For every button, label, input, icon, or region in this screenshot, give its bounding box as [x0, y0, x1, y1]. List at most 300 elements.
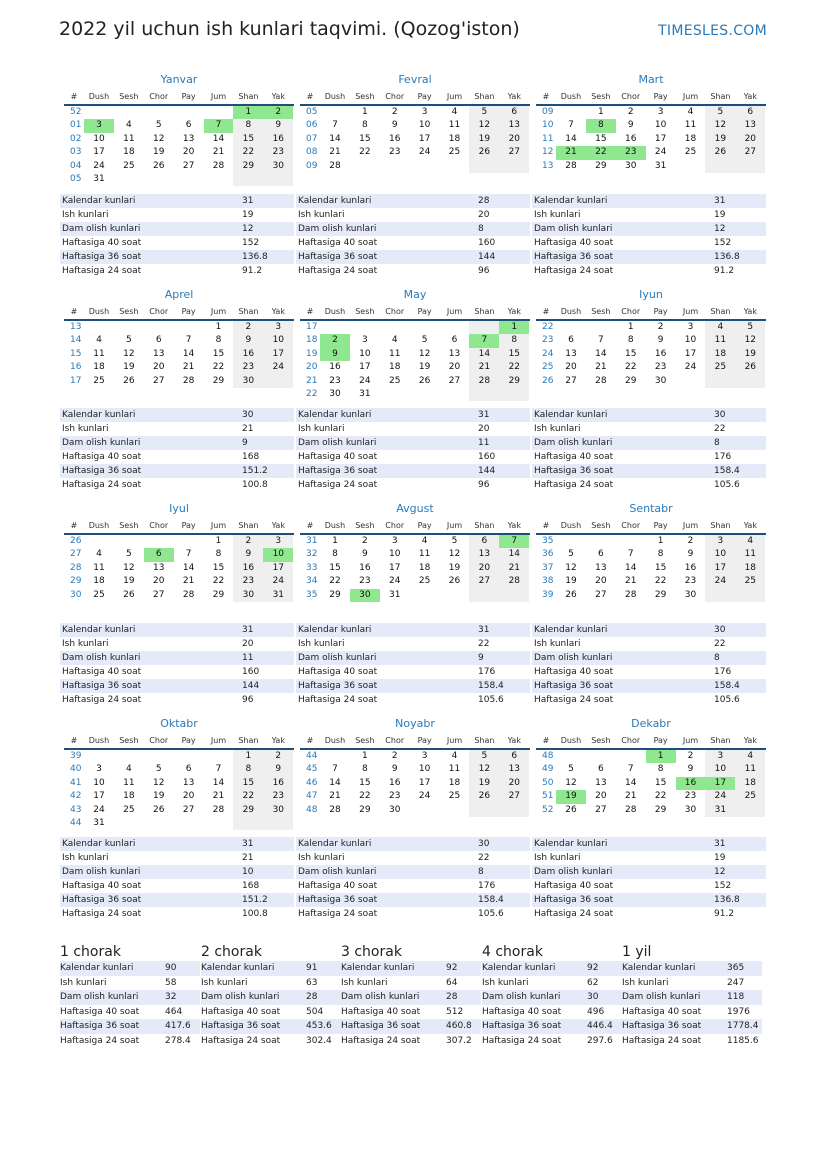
weekday-label: # — [542, 92, 550, 101]
day-cell: 8 — [233, 119, 263, 132]
day-cell: 21 — [625, 576, 637, 587]
stat-label: Haftasiga 36 soat — [298, 895, 378, 905]
day-cell: 13 — [153, 562, 165, 573]
stat-value: 90 — [165, 963, 177, 973]
stat-row — [532, 865, 766, 879]
day-cell: 4 — [125, 764, 132, 775]
day-cell: 2 — [657, 322, 664, 332]
stat-row — [296, 637, 530, 651]
weekday-label: Shan — [710, 521, 731, 530]
stat-label: Haftasiga 36 soat — [62, 895, 142, 905]
day-cell: 19 — [448, 562, 461, 573]
stat-label: Ish kunlari — [622, 977, 669, 988]
stat-value: 307.2 — [446, 1035, 472, 1046]
week-row — [300, 790, 530, 803]
week-number: 30 — [70, 589, 82, 600]
stat-row — [482, 990, 622, 1005]
week-row — [536, 160, 766, 173]
week-row — [64, 106, 294, 119]
day-cell: 19 — [418, 362, 431, 373]
day-cell: 9 — [263, 119, 293, 132]
weekday-label: Jum — [210, 307, 227, 316]
day-cell — [676, 160, 706, 173]
weekday-label: Jum — [682, 307, 699, 316]
day-cell: 29 — [654, 589, 667, 600]
stat-row — [60, 623, 294, 637]
day-cell: 15 — [233, 133, 263, 146]
stat-label: Ish kunlari — [534, 424, 581, 434]
stat-value: 176 — [714, 452, 732, 462]
stat-label: Kalendar kunlari — [482, 963, 556, 973]
weekday-label: Jum — [682, 736, 699, 745]
month-stats — [532, 837, 766, 921]
weekday-label: Chor — [149, 521, 169, 530]
stat-row — [341, 976, 481, 991]
weekday-header — [536, 90, 766, 106]
day-cell: 24 — [705, 575, 735, 588]
stat-label: Haftasiga 40 soat — [534, 452, 614, 462]
stat-value: 176 — [478, 881, 496, 891]
week-number: 41 — [70, 777, 82, 788]
stat-value: 118 — [727, 992, 745, 1003]
week-row — [536, 790, 766, 803]
day-cell: 22 — [212, 576, 225, 587]
day-cell: 16 — [263, 777, 293, 790]
week-number: 05 — [70, 173, 82, 184]
day-cell: 19 — [705, 133, 735, 146]
month-calendar — [64, 714, 294, 830]
day-cell: 14 — [499, 548, 529, 561]
week-row — [64, 160, 294, 173]
day-cell: 2 — [687, 536, 694, 546]
day-cell: 8 — [499, 334, 529, 347]
day-cell: 10 — [418, 120, 431, 131]
day-cell: 18 — [705, 348, 735, 361]
month-calendar — [536, 285, 766, 388]
stat-label: Dam olish kunlari — [534, 438, 613, 448]
weekday-label: Dush — [560, 521, 582, 530]
week-number: 35 — [306, 589, 318, 600]
day-cell — [174, 817, 204, 830]
week-row — [64, 817, 294, 830]
weekday-label: Dush — [324, 92, 346, 101]
day-cell: 8 — [215, 549, 222, 560]
stat-label: Dam olish kunlari — [298, 867, 377, 877]
day-cell: 7 — [627, 764, 634, 775]
day-cell: 9 — [263, 763, 293, 776]
stat-row — [60, 837, 294, 851]
stat-label: Haftasiga 40 soat — [341, 1006, 421, 1017]
week-row — [536, 589, 766, 602]
day-cell: 21 — [499, 562, 529, 575]
stat-row — [622, 1034, 762, 1049]
stat-row — [532, 637, 766, 651]
day-cell: 10 — [263, 334, 293, 347]
week-row — [300, 575, 530, 588]
stat-value: 11 — [478, 438, 490, 448]
day-cell: 9 — [391, 120, 398, 131]
weekday-label: Pay — [417, 736, 432, 745]
week-number: 38 — [542, 576, 554, 587]
month-name: Mart — [638, 73, 664, 86]
day-cell: 22 — [359, 791, 371, 802]
day-cell — [233, 173, 263, 186]
weekday-header — [536, 305, 766, 321]
day-cell — [556, 106, 586, 119]
day-cell: 8 — [586, 119, 616, 132]
stat-value: 9 — [478, 653, 484, 663]
weekday-label: Yak — [743, 736, 757, 745]
month-name: Oktabr — [160, 717, 198, 730]
day-cell: 18 — [93, 576, 105, 587]
week-row — [536, 804, 766, 817]
day-cell: 13 — [499, 119, 529, 132]
weekday-label: Dush — [560, 92, 582, 101]
day-cell: 22 — [499, 361, 529, 374]
weekday-label: Yak — [743, 521, 757, 530]
stat-value: 151.2 — [242, 895, 268, 905]
day-cell: 21 — [469, 361, 499, 374]
day-cell: 8 — [657, 764, 664, 775]
stat-value: 91.2 — [714, 909, 735, 919]
week-row — [300, 388, 530, 401]
day-cell: 8 — [233, 763, 263, 776]
week-row — [300, 548, 530, 561]
day-cell: 18 — [735, 777, 765, 790]
day-cell: 23 — [359, 576, 371, 587]
day-cell: 30 — [684, 589, 697, 600]
day-cell — [499, 160, 529, 173]
stat-value: 96 — [242, 695, 254, 705]
day-cell: 1 — [657, 536, 664, 546]
day-cell — [469, 589, 499, 602]
day-cell — [586, 750, 616, 763]
week-number: 39 — [542, 589, 554, 600]
day-cell: 13 — [735, 119, 765, 132]
day-cell: 23 — [233, 361, 263, 374]
stat-label: Kalendar kunlari — [62, 410, 136, 420]
weekday-label: Pay — [181, 736, 196, 745]
weekday-label: Chor — [385, 521, 405, 530]
day-cell: 9 — [657, 335, 664, 346]
stat-value: 160 — [478, 452, 496, 462]
day-cell: 4 — [451, 107, 458, 117]
day-cell: 28 — [329, 804, 341, 815]
day-cell: 6 — [597, 764, 604, 775]
quarter-stats — [201, 961, 341, 1049]
weekday-label: Yak — [507, 521, 521, 530]
month-stats — [296, 408, 530, 492]
stat-row — [60, 976, 200, 991]
weekday-label: Yak — [271, 92, 285, 101]
day-cell: 13 — [595, 562, 607, 573]
weekday-label: Chor — [621, 736, 641, 745]
weekday-label: Jum — [446, 307, 463, 316]
day-cell: 11 — [93, 348, 105, 359]
quarter-title: 4 chorak — [482, 944, 543, 960]
week-number: 05 — [306, 107, 318, 117]
day-cell: 28 — [212, 804, 225, 815]
month-calendar — [300, 70, 530, 173]
stat-row — [482, 961, 622, 976]
day-cell: 14 — [182, 348, 195, 359]
quarter-title: 3 chorak — [341, 944, 402, 960]
day-cell: 14 — [625, 777, 637, 788]
day-cell — [469, 388, 499, 401]
day-cell: 10 — [263, 548, 293, 561]
weekday-label: Sesh — [355, 307, 375, 316]
stat-value: 28 — [446, 992, 458, 1003]
stat-label: Haftasiga 36 soat — [622, 1021, 702, 1032]
stat-label: Ish kunlari — [341, 977, 388, 988]
weekday-label: Yak — [507, 92, 521, 101]
stat-row — [60, 408, 294, 422]
month-name: May — [403, 288, 427, 301]
day-cell: 3 — [263, 321, 293, 334]
day-cell — [174, 173, 204, 186]
month-stats — [296, 623, 530, 707]
day-cell: 15 — [654, 777, 667, 788]
day-cell: 9 — [687, 764, 694, 775]
day-cell: 3 — [421, 107, 428, 117]
month-calendar — [536, 499, 766, 602]
week-number: 25 — [542, 362, 554, 373]
stat-value: 105.6 — [714, 480, 740, 490]
day-cell: 1 — [499, 321, 529, 334]
day-cell — [84, 750, 114, 763]
stat-label: Ish kunlari — [482, 977, 529, 988]
day-cell — [204, 106, 234, 119]
week-row — [536, 777, 766, 790]
day-cell: 31 — [705, 804, 735, 817]
stat-row — [532, 236, 766, 250]
weekday-label: Chor — [385, 736, 405, 745]
brand-link[interactable]: TIMESLES.COM — [658, 23, 767, 39]
day-cell: 7 — [499, 535, 529, 548]
day-cell: 28 — [595, 375, 607, 386]
day-cell: 16 — [684, 562, 697, 573]
week-number: 18 — [306, 335, 318, 346]
day-cell: 21 — [182, 362, 195, 373]
stat-row — [296, 851, 530, 865]
stat-value: 100.8 — [242, 480, 268, 490]
month-name: Iyun — [639, 288, 663, 301]
day-cell: 22 — [654, 576, 667, 587]
day-cell: 19 — [153, 791, 165, 802]
day-cell: 22 — [625, 362, 637, 373]
day-cell — [114, 817, 144, 830]
day-cell: 28 — [499, 575, 529, 588]
week-number: 01 — [70, 120, 82, 131]
week-number: 04 — [70, 160, 82, 171]
day-cell — [440, 160, 470, 173]
stat-label: Dam olish kunlari — [62, 438, 141, 448]
day-cell: 23 — [329, 375, 341, 386]
week-number: 09 — [306, 160, 318, 171]
day-cell: 21 — [212, 791, 225, 802]
day-cell: 9 — [233, 334, 263, 347]
week-number: 23 — [542, 335, 554, 346]
day-cell: 1 — [361, 107, 368, 117]
day-cell: 1 — [215, 536, 222, 546]
week-row — [536, 321, 766, 334]
stat-value: 496 — [587, 1006, 605, 1017]
weekday-label: Pay — [181, 521, 196, 530]
weekday-label: Yak — [507, 736, 521, 745]
day-cell: 5 — [469, 106, 499, 119]
weekday-label: # — [542, 521, 550, 530]
stat-value: 152 — [242, 238, 260, 248]
day-cell: 17 — [359, 362, 371, 373]
day-cell: 2 — [263, 106, 293, 119]
day-cell: 2 — [391, 107, 398, 117]
day-cell: 16 — [389, 133, 401, 144]
stat-value: 63 — [306, 977, 318, 988]
day-cell: 24 — [418, 147, 431, 158]
day-cell — [469, 804, 499, 817]
day-cell: 27 — [153, 589, 165, 600]
day-cell: 18 — [123, 791, 135, 802]
day-cell: 14 — [565, 133, 577, 144]
stat-label: Haftasiga 24 soat — [60, 1035, 140, 1046]
weekday-label: Pay — [417, 521, 432, 530]
day-cell: 20 — [469, 562, 499, 575]
stat-row — [532, 478, 766, 492]
day-cell: 5 — [155, 120, 162, 131]
month-stats — [532, 194, 766, 278]
week-number: 48 — [542, 751, 554, 761]
stat-value: 105.6 — [478, 695, 504, 705]
day-cell: 2 — [627, 107, 634, 117]
stat-row — [532, 907, 766, 921]
month-calendar — [64, 285, 294, 388]
weekday-header — [300, 734, 530, 750]
day-cell: 10 — [359, 348, 371, 359]
day-cell: 30 — [263, 160, 293, 173]
stat-row — [532, 450, 766, 464]
day-cell: 19 — [153, 147, 165, 158]
stat-value: 9 — [242, 438, 248, 448]
day-cell: 7 — [597, 335, 604, 346]
weekday-label: # — [70, 307, 78, 316]
week-row — [300, 361, 530, 374]
day-cell: 21 — [182, 576, 195, 587]
stat-label: Haftasiga 36 soat — [298, 252, 378, 262]
week-number: 48 — [306, 804, 318, 815]
day-cell — [735, 375, 765, 388]
stat-value: 32 — [165, 992, 177, 1003]
day-cell: 12 — [448, 549, 461, 560]
quarter-summary — [482, 944, 622, 1049]
weekday-label: Pay — [417, 307, 432, 316]
weekday-label: Dush — [88, 307, 110, 316]
day-cell: 3 — [421, 751, 428, 761]
day-cell: 11 — [448, 764, 461, 775]
day-cell — [174, 535, 204, 548]
day-cell: 10 — [93, 133, 105, 144]
weekday-label: # — [306, 307, 314, 316]
stat-row — [532, 851, 766, 865]
day-cell: 4 — [687, 107, 694, 117]
stat-value: 31 — [242, 839, 254, 849]
day-cell: 19 — [556, 790, 586, 803]
week-number: 09 — [542, 107, 554, 117]
stat-row — [622, 990, 762, 1005]
day-cell: 22 — [233, 146, 263, 159]
stat-value: 302.4 — [306, 1035, 332, 1046]
weekday-label: Shan — [710, 92, 731, 101]
stat-label: Kalendar kunlari — [298, 839, 372, 849]
weekday-label: Sesh — [355, 92, 375, 101]
month-calendar — [64, 70, 294, 186]
day-cell: 23 — [654, 362, 667, 373]
day-cell: 27 — [469, 575, 499, 588]
stat-label: Kalendar kunlari — [60, 963, 134, 973]
day-cell: 22 — [212, 362, 225, 373]
day-cell — [114, 106, 144, 119]
stat-label: Ish kunlari — [534, 210, 581, 220]
stat-label: Haftasiga 36 soat — [341, 1021, 421, 1032]
day-cell — [174, 106, 204, 119]
month-name: Noyabr — [395, 717, 435, 730]
weekday-label: Shan — [710, 307, 731, 316]
stat-label: Dam olish kunlari — [62, 224, 141, 234]
week-number: 13 — [70, 322, 82, 332]
weekday-label: Shan — [238, 307, 259, 316]
weekday-label: Yak — [271, 521, 285, 530]
stat-row — [296, 679, 530, 693]
weekday-label: Sesh — [119, 307, 139, 316]
weekday-header — [300, 519, 530, 535]
day-cell — [144, 173, 174, 186]
stat-value: 22 — [714, 424, 726, 434]
stat-value: 91.2 — [242, 266, 263, 276]
day-cell: 3 — [705, 750, 735, 763]
stat-label: Dam olish kunlari — [622, 992, 701, 1003]
day-cell: 29 — [359, 804, 371, 815]
day-cell: 4 — [125, 120, 132, 131]
weekday-label: Pay — [181, 307, 196, 316]
stat-row — [341, 1034, 481, 1049]
stat-label: Haftasiga 24 soat — [298, 909, 378, 919]
day-cell: 11 — [735, 548, 765, 561]
day-cell: 13 — [595, 777, 607, 788]
day-cell: 15 — [212, 348, 225, 359]
day-cell: 24 — [654, 147, 667, 158]
day-cell: 20 — [182, 147, 195, 158]
weekday-label: Shan — [238, 92, 259, 101]
day-cell: 25 — [684, 147, 697, 158]
weekday-label: Sesh — [355, 521, 375, 530]
stat-label: Haftasiga 40 soat — [60, 1006, 140, 1017]
stat-label: Ish kunlari — [60, 977, 107, 988]
day-cell: 18 — [389, 362, 401, 373]
day-cell — [320, 106, 350, 119]
day-cell: 16 — [263, 133, 293, 146]
stat-value: 8 — [714, 653, 720, 663]
day-cell: 31 — [93, 173, 105, 184]
stat-label: Ish kunlari — [298, 424, 345, 434]
stat-label: Haftasiga 24 soat — [534, 266, 614, 276]
day-cell: 17 — [389, 562, 401, 573]
weekday-label: Sesh — [591, 307, 611, 316]
day-cell: 13 — [448, 348, 461, 359]
stat-label: Kalendar kunlari — [341, 963, 415, 973]
stat-value: 1976 — [727, 1006, 750, 1017]
weekday-header — [300, 305, 530, 321]
stat-label: Haftasiga 40 soat — [298, 452, 378, 462]
day-cell: 23 — [684, 576, 697, 587]
